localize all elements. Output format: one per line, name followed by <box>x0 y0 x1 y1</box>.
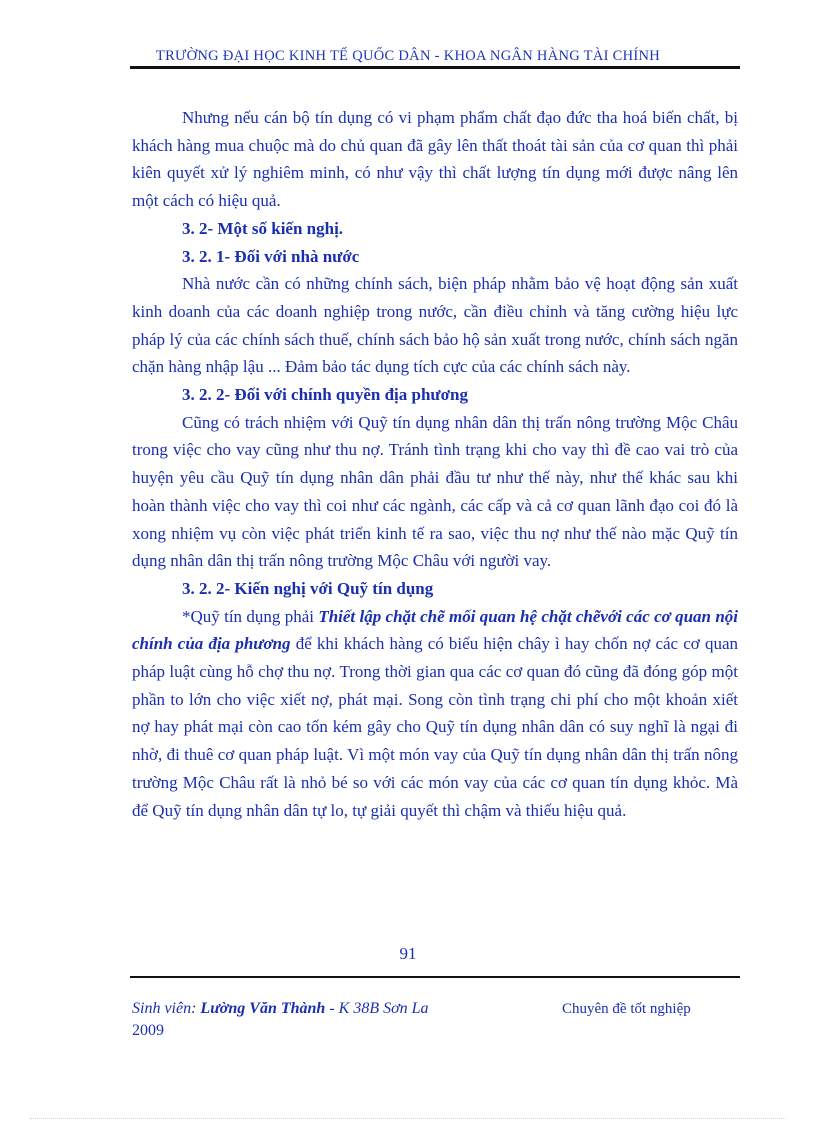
subsection-heading: 3. 2. 2- Kiến nghị với Quỹ tín dụng <box>182 578 434 598</box>
paragraph: Nhưng nếu cán bộ tín dụng có vi phạm phẩm chất đạo đức tha hoá biến chất, bị khách hàng mua chuộc mà do chủ quan đã gây lên thất thoát tài sản của cơ quan thì phải kiên quyết xử lý nghiêm minh, có như vậy thì chất lượng tín dụng mới được nâng lên một cách có hiệu quả. <box>132 108 738 211</box>
student-class: - K 38B Sơn La <box>325 1000 429 1017</box>
page-bottom-border <box>30 1118 786 1119</box>
document-body <box>132 104 738 824</box>
subsection-heading: 3. 2. 1- Đối với nhà nước <box>182 246 360 266</box>
page-header: TRƯỜNG ĐẠI HỌC KINH TẾ QUỐC DÂN - KHOA NGÂN HÀNG TÀI CHÍNH <box>155 48 661 64</box>
subsection-heading: 3. 2. 2- Đối với chính quyền địa phương <box>182 385 468 405</box>
paragraph: Nhà nước cần có những chính sách, biện pháp nhằm bảo vệ hoạt động sản xuất kinh doanh của các doanh nghiệp trong nước, cần điều chỉnh và tăng cường hiệu lực pháp lý của các chính sách thuế, chính sách bảo hộ sản xuất trong nước, chính sách ngăn chặn hàng nhập lậu ... Đảm bảo tác dụng tích cực của các chính sách này. <box>132 274 738 377</box>
footer-year: 2009 <box>132 1022 164 1039</box>
emphasized-text: Thiết lập chặt chẽ mối quan hệ chặt chẽvới các cơ quan nội chính của địa phương <box>132 606 738 654</box>
page-number: 91 <box>399 944 417 963</box>
paragraph-rest: để khi khách hàng có biểu hiện chây ì hay chốn nợ các cơ quan pháp luật cùng hỗ chợ thu nợ. Trong thời gian qua các cơ quan đó cũng đã đóng góp một phần to lớn cho việc xiết nợ, phát mại. Song còn tình trạng chi phí cho một khoản xiết nợ hay phát mại còn cao tốn kém gây cho Quỹ tín dụng nhân dân có suy nghĩ là ngại đi nhờ, đi thuê cơ quan pháp luật. Vì một món vay của Quỹ tín dụng nhân dân thị trấn nông trường Mộc Châu rất là nhỏ bé so với các món vay của các cơ quan tín dụng khỏc. Mà để Quỹ tín dụng nhân dân tự lo, tự giải quyết thì chậm và thiếu hiệu quả. <box>132 634 738 820</box>
header-rule <box>130 66 740 69</box>
section-heading: 3. 2- Một số kiến nghị. <box>182 218 344 238</box>
footer-author <box>132 998 429 1042</box>
paragraph <box>132 603 738 825</box>
footer-rule <box>130 976 740 978</box>
footer-doc-type: Chuyên đề tốt nghiệp <box>562 1001 691 1017</box>
paragraph-lead: *Quỹ tín dụng phải <box>182 606 319 626</box>
student-label: Sinh viên: <box>132 1000 201 1017</box>
student-name: Lường Văn Thành <box>200 1000 326 1017</box>
paragraph: Cũng có trách nhiệm với Quỹ tín dụng nhân dân thị trấn nông trường Mộc Châu trong việc cho vay cũng như thu nợ. Tránh tình trạng khi cho vay thì đề cao vai trò của huyện yêu cầu Quỹ tín dụng nhân dân phải đầu tư như thế này, như thế khác sau khi hoàn thành việc cho vay thì coi như các ngành, các cấp và cả cơ quan lãnh đạo coi đó là xong nhiệm vụ còn việc phát triển kinh tế ra sao, việc thu nợ như thế nào mặc Quỹ tín dụng nhân dân thị trấn nông trường Mộc Châu với người vay. <box>132 412 738 571</box>
